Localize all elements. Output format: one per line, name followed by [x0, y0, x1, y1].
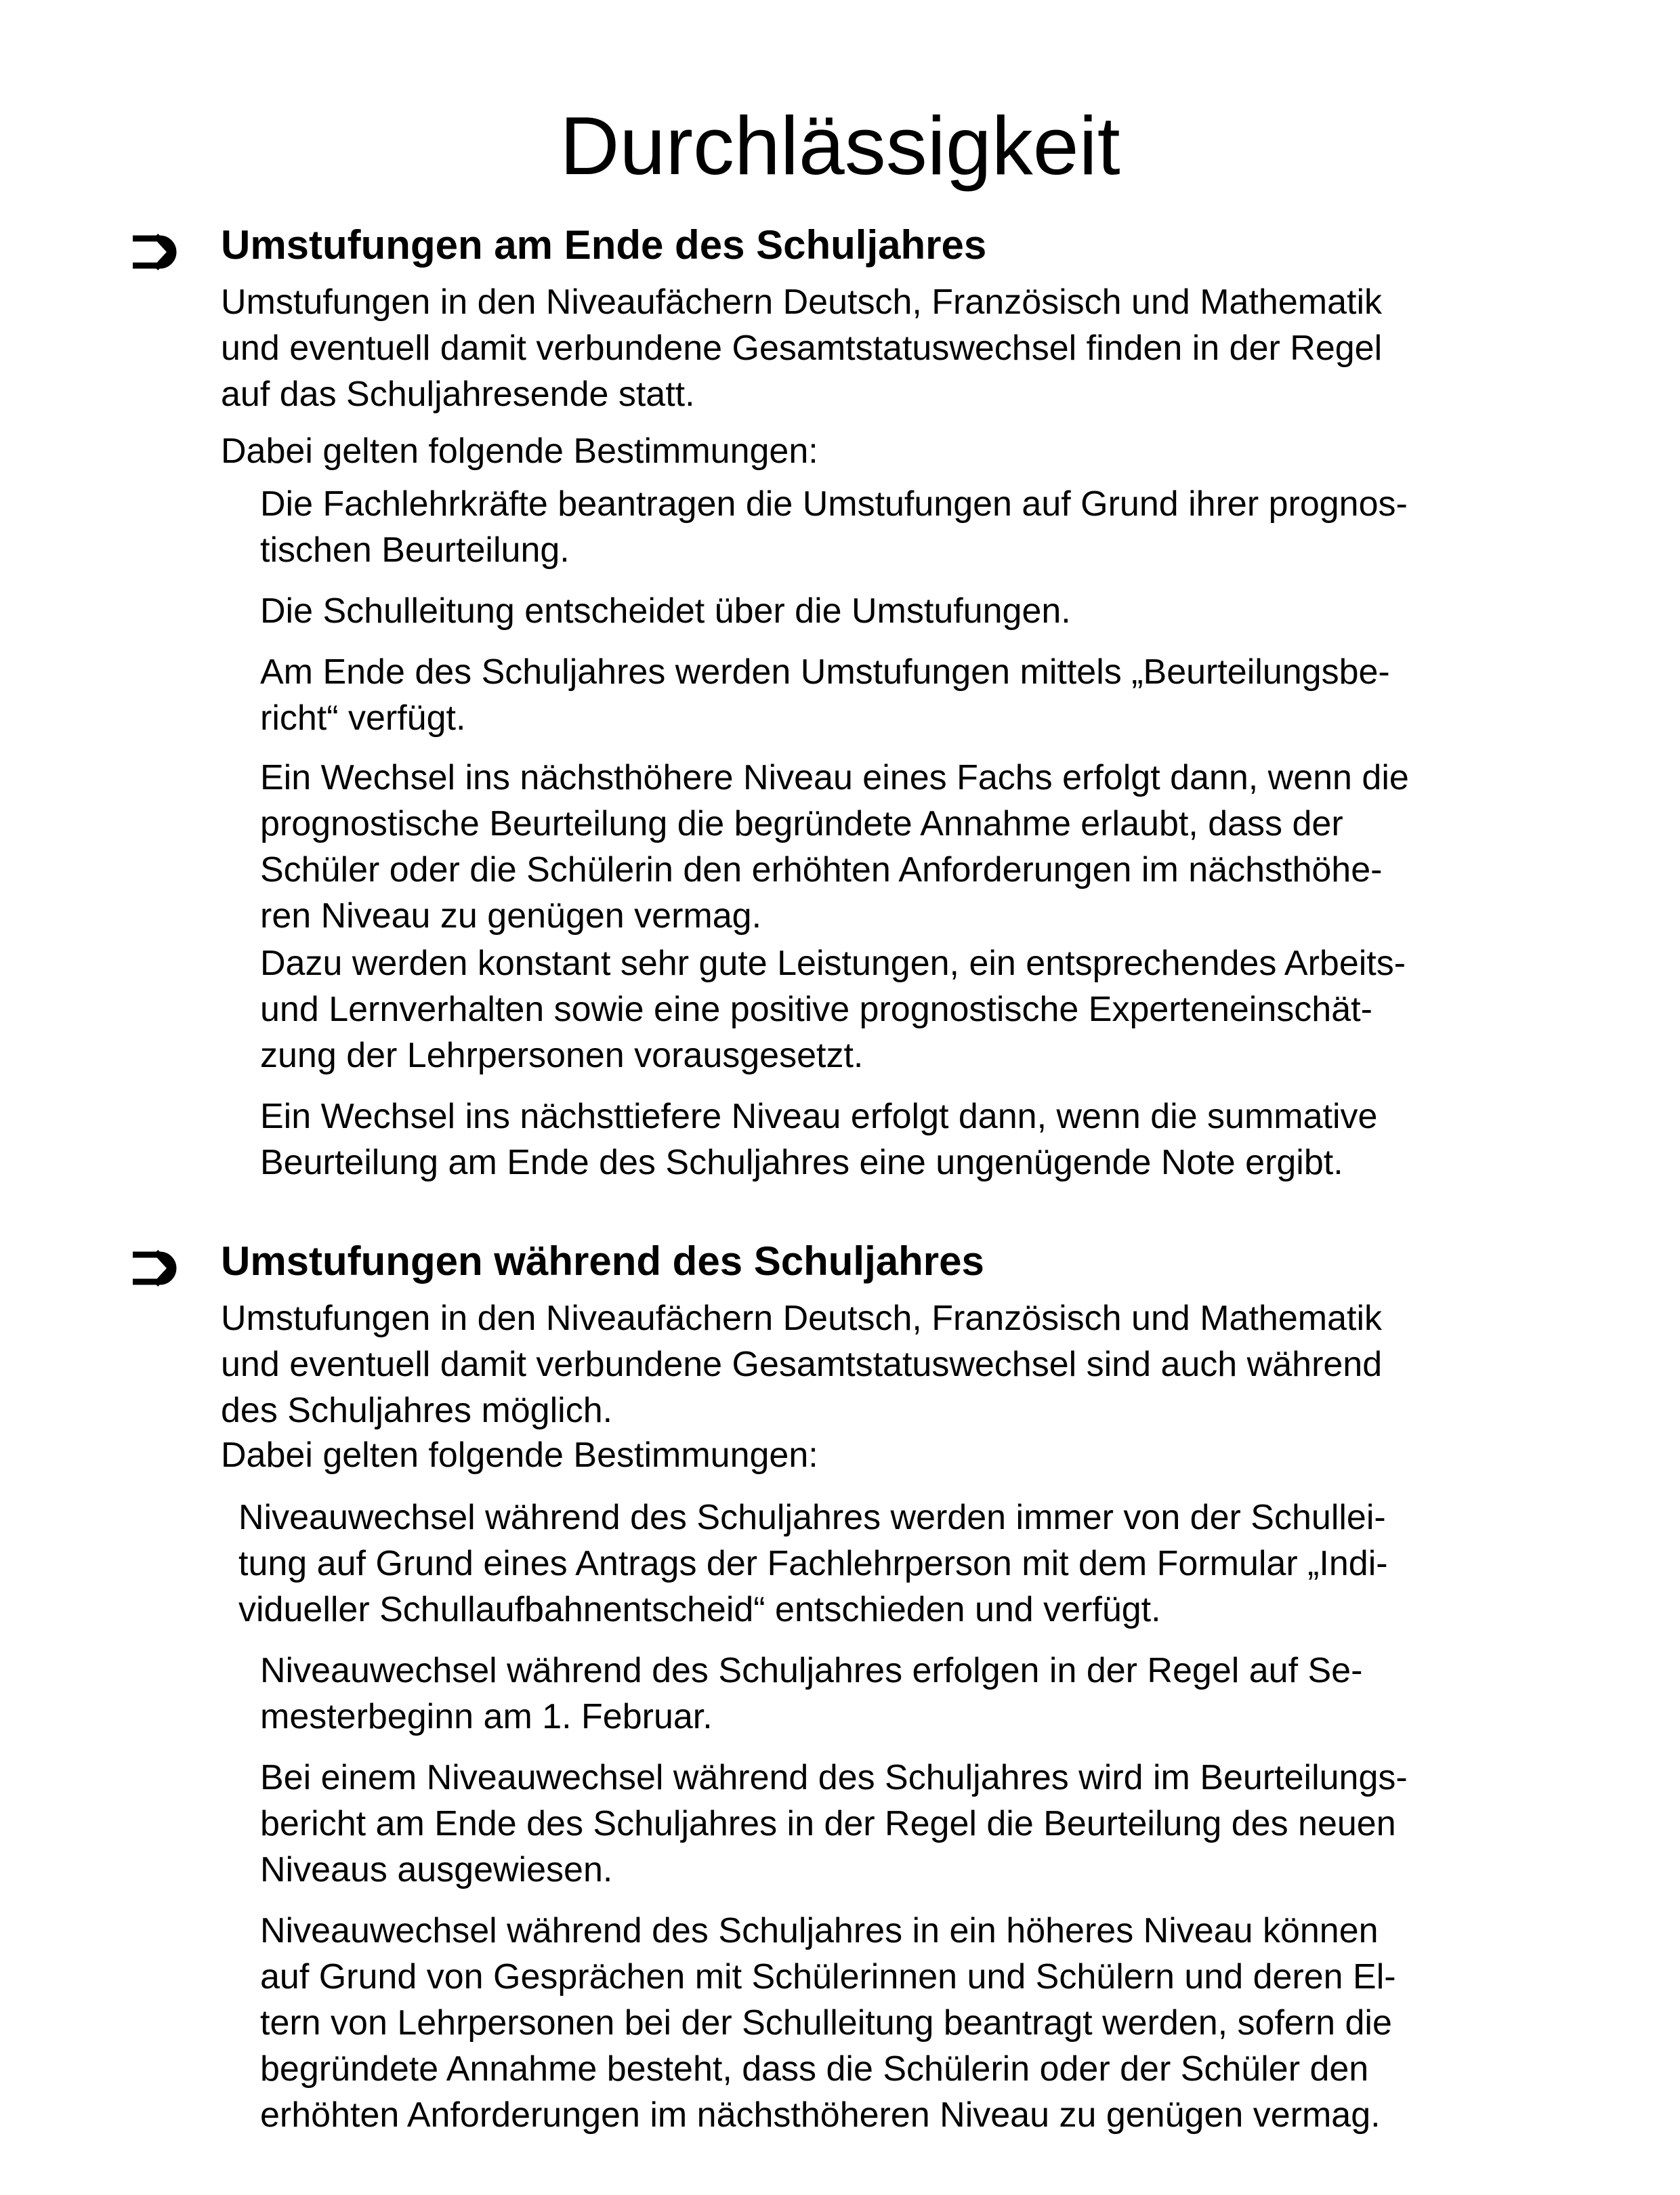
list-item-line: Niveauwechsel während des Schuljahres in ein höheres Niveau können	[260, 1911, 1379, 1950]
section-heading-end-of-year: Umstufungen am Ende des Schuljahres	[221, 222, 987, 268]
paragraph-line: Umstufungen in den Niveaufächern Deutsch, Französisch und Mathematik	[221, 283, 1382, 322]
list-item-line: Beurteilung am Ende des Schuljahres eine ungenügende Note ergibt.	[260, 1143, 1343, 1182]
paragraph-line: Umstufungen in den Niveaufächern Deutsch, Französisch und Mathematik	[221, 1299, 1382, 1338]
list-item-line: Ein Wechsel ins nächsthöhere Niveau eines Fachs erfolgt dann, wenn die	[260, 758, 1409, 797]
list-item-line: begründete Annahme besteht, dass die Schülerin oder der Schüler den	[260, 2049, 1369, 2089]
list-item-line: prognostische Beurteilung die begründete Annahme erlaubt, dass der	[260, 804, 1343, 843]
list-item-line: richt“ verfügt.	[260, 698, 466, 738]
arrow-bullet-icon	[129, 1240, 183, 1294]
list-item-line: tischen Beurteilung.	[260, 530, 570, 570]
list-item-line: tern von Lehrpersonen bei der Schulleitung beantragt werden, sofern die	[260, 2003, 1392, 2043]
list-item-line: Ein Wechsel ins nächsttiefere Niveau erfolgt dann, wenn die summative	[260, 1097, 1378, 1136]
list-item-line: Die Fachlehrkräfte beantragen die Umstufungen auf Grund ihrer prognos-	[260, 484, 1408, 524]
paragraph-line: des Schuljahres möglich.	[221, 1391, 613, 1430]
list-item-line: und Lernverhalten sowie eine positive prognostische Experteneinschät-	[260, 990, 1372, 1029]
section-heading-during-year: Umstufungen während des Schuljahres	[221, 1238, 984, 1284]
list-item-line: Die Schulleitung entscheidet über die Umstufungen.	[260, 591, 1071, 631]
list-item-line: erhöhten Anforderungen im nächsthöheren Niveau zu genügen vermag.	[260, 2095, 1381, 2135]
list-item-line: Am Ende des Schuljahres werden Umstufungen mittels „Beurteilungsbe-	[260, 652, 1390, 692]
page-title: Durchlässigkeit	[560, 100, 1120, 192]
paragraph-line: und eventuell damit verbundene Gesamtstatuswechsel finden in der Regel	[221, 329, 1383, 368]
list-item-line: auf Grund von Gesprächen mit Schülerinnen und Schülern und deren El-	[260, 1957, 1396, 1997]
list-item-line: vidueller Schullaufbahnentscheid“ entschieden und verfügt.	[238, 1590, 1161, 1629]
paragraph-line: und eventuell damit verbundene Gesamtstatuswechsel sind auch während	[221, 1345, 1383, 1384]
list-item-line: Niveaus ausgewiesen.	[260, 1850, 613, 1889]
list-item-line: Dazu werden konstant sehr gute Leistungen, ein entsprechendes Arbeits-	[260, 944, 1406, 983]
list-item-line: Niveauwechsel während des Schuljahres werden immer von der Schullei-	[238, 1498, 1386, 1537]
list-item-line: zung der Lehrpersonen vorausgesetzt.	[260, 1036, 864, 1075]
list-item-line: Schüler oder die Schülerin den erhöhten Anforderungen im nächsthöhe-	[260, 850, 1383, 890]
list-item-line: Niveauwechsel während des Schuljahres erfolgen in der Regel auf Se-	[260, 1651, 1363, 1690]
list-item-line: mesterbeginn am 1. Februar.	[260, 1697, 713, 1736]
list-item-line: bericht am Ende des Schuljahres in der Regel die Beurteilung des neuen	[260, 1804, 1396, 1843]
arrow-bullet-icon	[129, 224, 183, 278]
lead-text: Dabei gelten folgende Bestimmungen:	[221, 432, 818, 471]
paragraph-line: auf das Schuljahresende statt.	[221, 375, 695, 414]
list-item-line: tung auf Grund eines Antrags der Fachlehrperson mit dem Formular „Indi-	[238, 1544, 1388, 1583]
list-item-line: ren Niveau zu genügen vermag.	[260, 896, 762, 936]
lead-text: Dabei gelten folgende Bestimmungen:	[221, 1436, 818, 1475]
list-item-line: Bei einem Niveauwechsel während des Schuljahres wird im Beurteilungs-	[260, 1758, 1408, 1797]
